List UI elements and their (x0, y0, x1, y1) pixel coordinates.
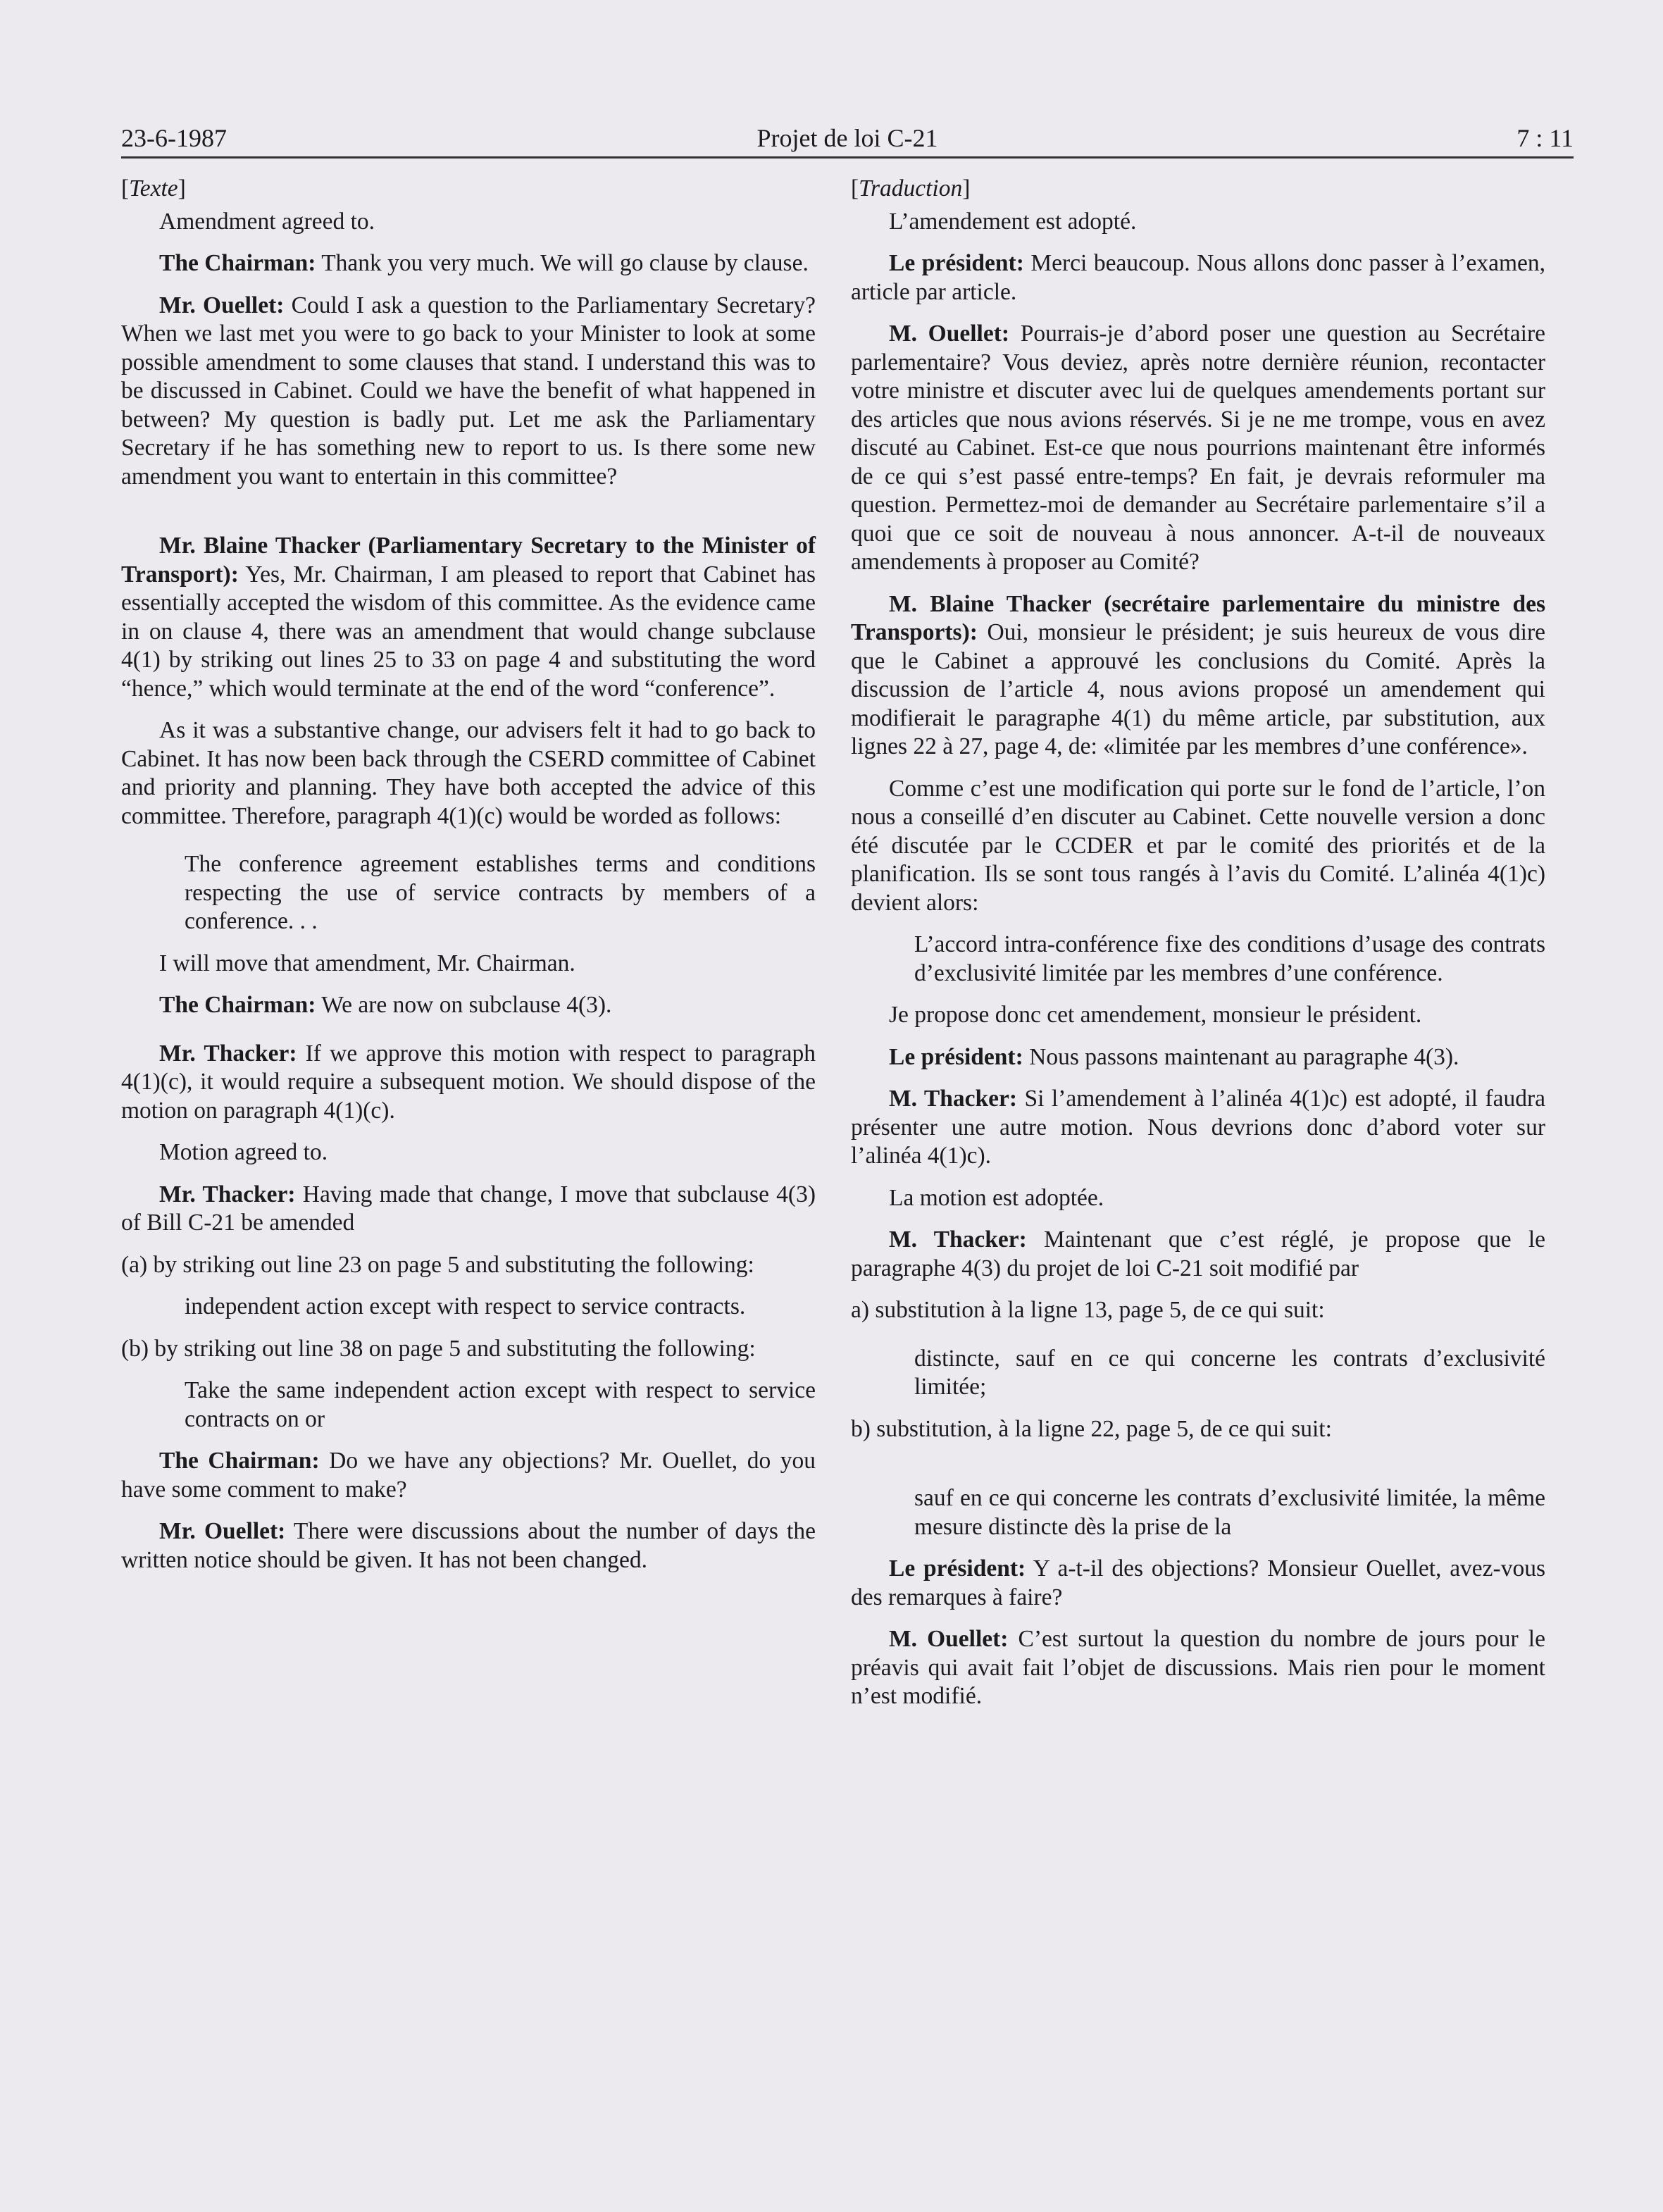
header-date: 23-6-1987 (121, 124, 227, 152)
paragraph (851, 1085, 1545, 1171)
header-title: Projet de loi C-21 (756, 124, 938, 152)
speaker-name: Mr. Thacker: (159, 1181, 296, 1207)
amendment-item: (a) by striking out line 23 on page 5 and substituting the following: (121, 1251, 754, 1278)
speech-text: We are now on subclause 4(3). (316, 992, 612, 1018)
speaker-name: Mr. Ouellet: (159, 1518, 286, 1544)
speech-text: Y a-t-il des objections? Monsieur Ouellet, avez-vous des remarques à faire? (851, 1555, 1545, 1610)
page-header (121, 121, 1574, 155)
speaker-name: The Chairman: (159, 250, 316, 276)
speech-text: Having made that change, I move that subclause 4(3) of Bill C-21 be amended (121, 1181, 816, 1236)
paragraph (121, 1517, 816, 1574)
header-rule (121, 156, 1574, 159)
paragraph: Motion agreed to. (159, 1139, 328, 1165)
speech-text: Oui, monsieur le président; je suis heureux de vous dire que le Cabinet a approuvé les conclusions du Comité. Après la discussion de l’article 4, nous avions proposé un amendement qui modifierait le paragraphe 4(1) du même article, par substitution, aux lignes 22 à 27, page 4, de: «limitée par les membres d’une conférence». (851, 619, 1545, 759)
paragraph (851, 1555, 1545, 1612)
paragraph: Comme c’est une modification qui porte sur le fond de l’article, l’on nous a conseillé d’en discuter au Cabinet. Cette nouvelle version a donc été discutée par le CCDER et par le comité des priorités et de la planification. Ils se sont tous rangés à l’avis du Comité. L’alinéa 4(1)c) devient alors: (851, 775, 1545, 916)
column-tag-label: Texte (129, 175, 178, 201)
paragraph (851, 1226, 1545, 1283)
speaker-name: M. Thacker: (889, 1086, 1017, 1112)
speaker-name: The Chairman: (159, 992, 316, 1018)
speaker-name: Le président: (889, 250, 1024, 276)
paragraph (851, 320, 1545, 577)
quoted-amendment: independent action except with respect to service contracts. (185, 1293, 746, 1319)
paragraph: As it was a substantive change, our advisers felt it had to go back to Cabinet. It has now been back through the CSERD committee of Cabinet and priority and planning. They have both accepted the advice of this committee. Therefore, paragraph 4(1)(c) would be worded as follows: (121, 717, 816, 829)
paragraph (121, 532, 816, 703)
paragraph (121, 249, 816, 278)
column-tag: [Texte] (121, 175, 186, 201)
paragraph (851, 1625, 1545, 1711)
quoted-amendment: L’accord intra-conférence fixe des conditions d’usage des contrats d’exclusivité limitée par les membres d’une conférence. (914, 931, 1545, 986)
speech-text: Yes, Mr. Chairman, I am pleased to report that Cabinet has essentially accepted the wisdom of this committee. As the evidence came in on clause 4, there was an amendment that would change subclause 4(1) by striking out lines 25 to 33 on page 4 and substituting the word “hence,” which would terminate at the end of the word “conference”. (121, 561, 816, 702)
speech-text: Thank you very much. We will go clause by clause. (316, 250, 809, 276)
speaker-name: Le président: (889, 1043, 1023, 1070)
paragraph (121, 991, 816, 1020)
speech-text: Do we have any objections? Mr. Ouellet, do you have some comment to make? (121, 1448, 816, 1503)
quoted-amendment: distincte, sauf en ce qui concerne les contrats d’exclusivité limitée; (914, 1345, 1545, 1400)
quoted-amendment: sauf en ce qui concerne les contrats d’exclusivité limitée, la même mesure distincte dès la prise de la (914, 1485, 1545, 1540)
speech-text: If we approve this motion with respect to paragraph 4(1)(c), it would require a subsequent motion. We should dispose of the motion on paragraph 4(1)(c). (121, 1040, 816, 1124)
paragraph (121, 1447, 816, 1504)
paragraph (851, 590, 1545, 762)
speaker-name: M. Ouellet: (889, 321, 1010, 347)
paragraph (851, 249, 1545, 306)
speaker-name: Mr. Thacker: (159, 1040, 297, 1067)
paragraph: L’amendement est adopté. (889, 208, 1137, 235)
speech-text: C’est surtout la question du nombre de jours pour le préavis qui avait fait l’objet de discussions. Mais rien pour le moment n’est modifié. (851, 1626, 1545, 1709)
paragraph: La motion est adoptée. (889, 1184, 1104, 1211)
column-tag-label: Traduction (859, 175, 963, 201)
speaker-name: The Chairman: (159, 1448, 320, 1474)
paragraph (851, 1043, 1545, 1072)
paragraph: I will move that amendment, Mr. Chairman. (159, 950, 575, 976)
speaker-name: M. Blaine Thacker (secrétaire parlementaire du ministre des Transports): (851, 590, 1545, 645)
paragraph (121, 1181, 816, 1238)
paragraph (121, 292, 816, 492)
paragraph (121, 1040, 816, 1126)
speaker-name: M. Thacker: (889, 1226, 1027, 1253)
amendment-item: (b) by striking out line 38 on page 5 and substituting the following: (121, 1335, 756, 1362)
amendment-item: b) substitution, à la ligne 22, page 5, de ce qui suit: (851, 1415, 1332, 1442)
speaker-name: Le président: (889, 1555, 1026, 1582)
paragraph: Je propose donc cet amendement, monsieur le président. (889, 1002, 1422, 1028)
speech-text: There were discussions about the number of days the written notice should be given. It has not been changed. (121, 1518, 816, 1573)
amendment-item: a) substitution à la ligne 13, page 5, de ce qui suit: (851, 1297, 1325, 1323)
paragraph: Amendment agreed to. (159, 208, 375, 235)
speech-text: Merci beaucoup. Nous allons donc passer à l’examen, article par article. (851, 250, 1545, 305)
speech-text: Could I ask a question to the Parliamentary Secretary? When we last met you were to go back to your Minister to look at some possible amendment to some clauses that stand. I understand this was to be discussed in Cabinet. Could we have the benefit of what happened in between? My question is badly put. Let me ask the Parliamentary Secretary if he has something new to report to us. Is there some new amendment you want to entertain in this committee? (121, 292, 816, 490)
header-page-number: 7 : 11 (1516, 124, 1574, 152)
speech-text: Pourrais-je d’abord poser une question au Secrétaire parlementaire? Vous deviez, après notre dernière réunion, recontacter votre ministre et discuter avec lui de quelques amendements portant sur des articles que nous avions réservés. Si je ne me trompe, vous en avez discuté au Cabinet. Est-ce que nous pourrions maintenant être informés de ce qui s’est passé entre-temps? En fait, je devrais reformuler ma question. Permettez-moi de demander au Secrétaire parlementaire s’il a quoi que ce soit de nouveau à nous annoncer. A-t-il de nouveaux amendements à proposer au Comité? (851, 321, 1545, 575)
speaker-name: Mr. Ouellet: (159, 292, 285, 318)
quoted-amendment: Take the same independent action except with respect to service contracts on or (185, 1377, 816, 1432)
french-column (851, 175, 1545, 1725)
speech-text: Nous passons maintenant au paragraphe 4(3). (1023, 1043, 1459, 1070)
speaker-name: Mr. Blaine Thacker (Parliamentary Secretary to the Minister of Transport): (121, 533, 816, 588)
speech-text: Si l’amendement à l’alinéa 4(1)c) est adopté, il faudra présenter une autre motion. Nous devrions donc d’abord voter sur l’alinéa 4(1)c). (851, 1086, 1545, 1169)
english-column (121, 175, 816, 1588)
column-tag: [Traduction] (851, 175, 971, 201)
quoted-amendment: The conference agreement establishes terms and conditions respecting the use of service contracts by members of a conference. . . (185, 851, 816, 934)
speech-text: Maintenant que c’est réglé, je propose que le paragraphe 4(3) du projet de loi C-21 soit modifié par (851, 1226, 1546, 1281)
speaker-name: M. Ouellet: (889, 1626, 1009, 1652)
